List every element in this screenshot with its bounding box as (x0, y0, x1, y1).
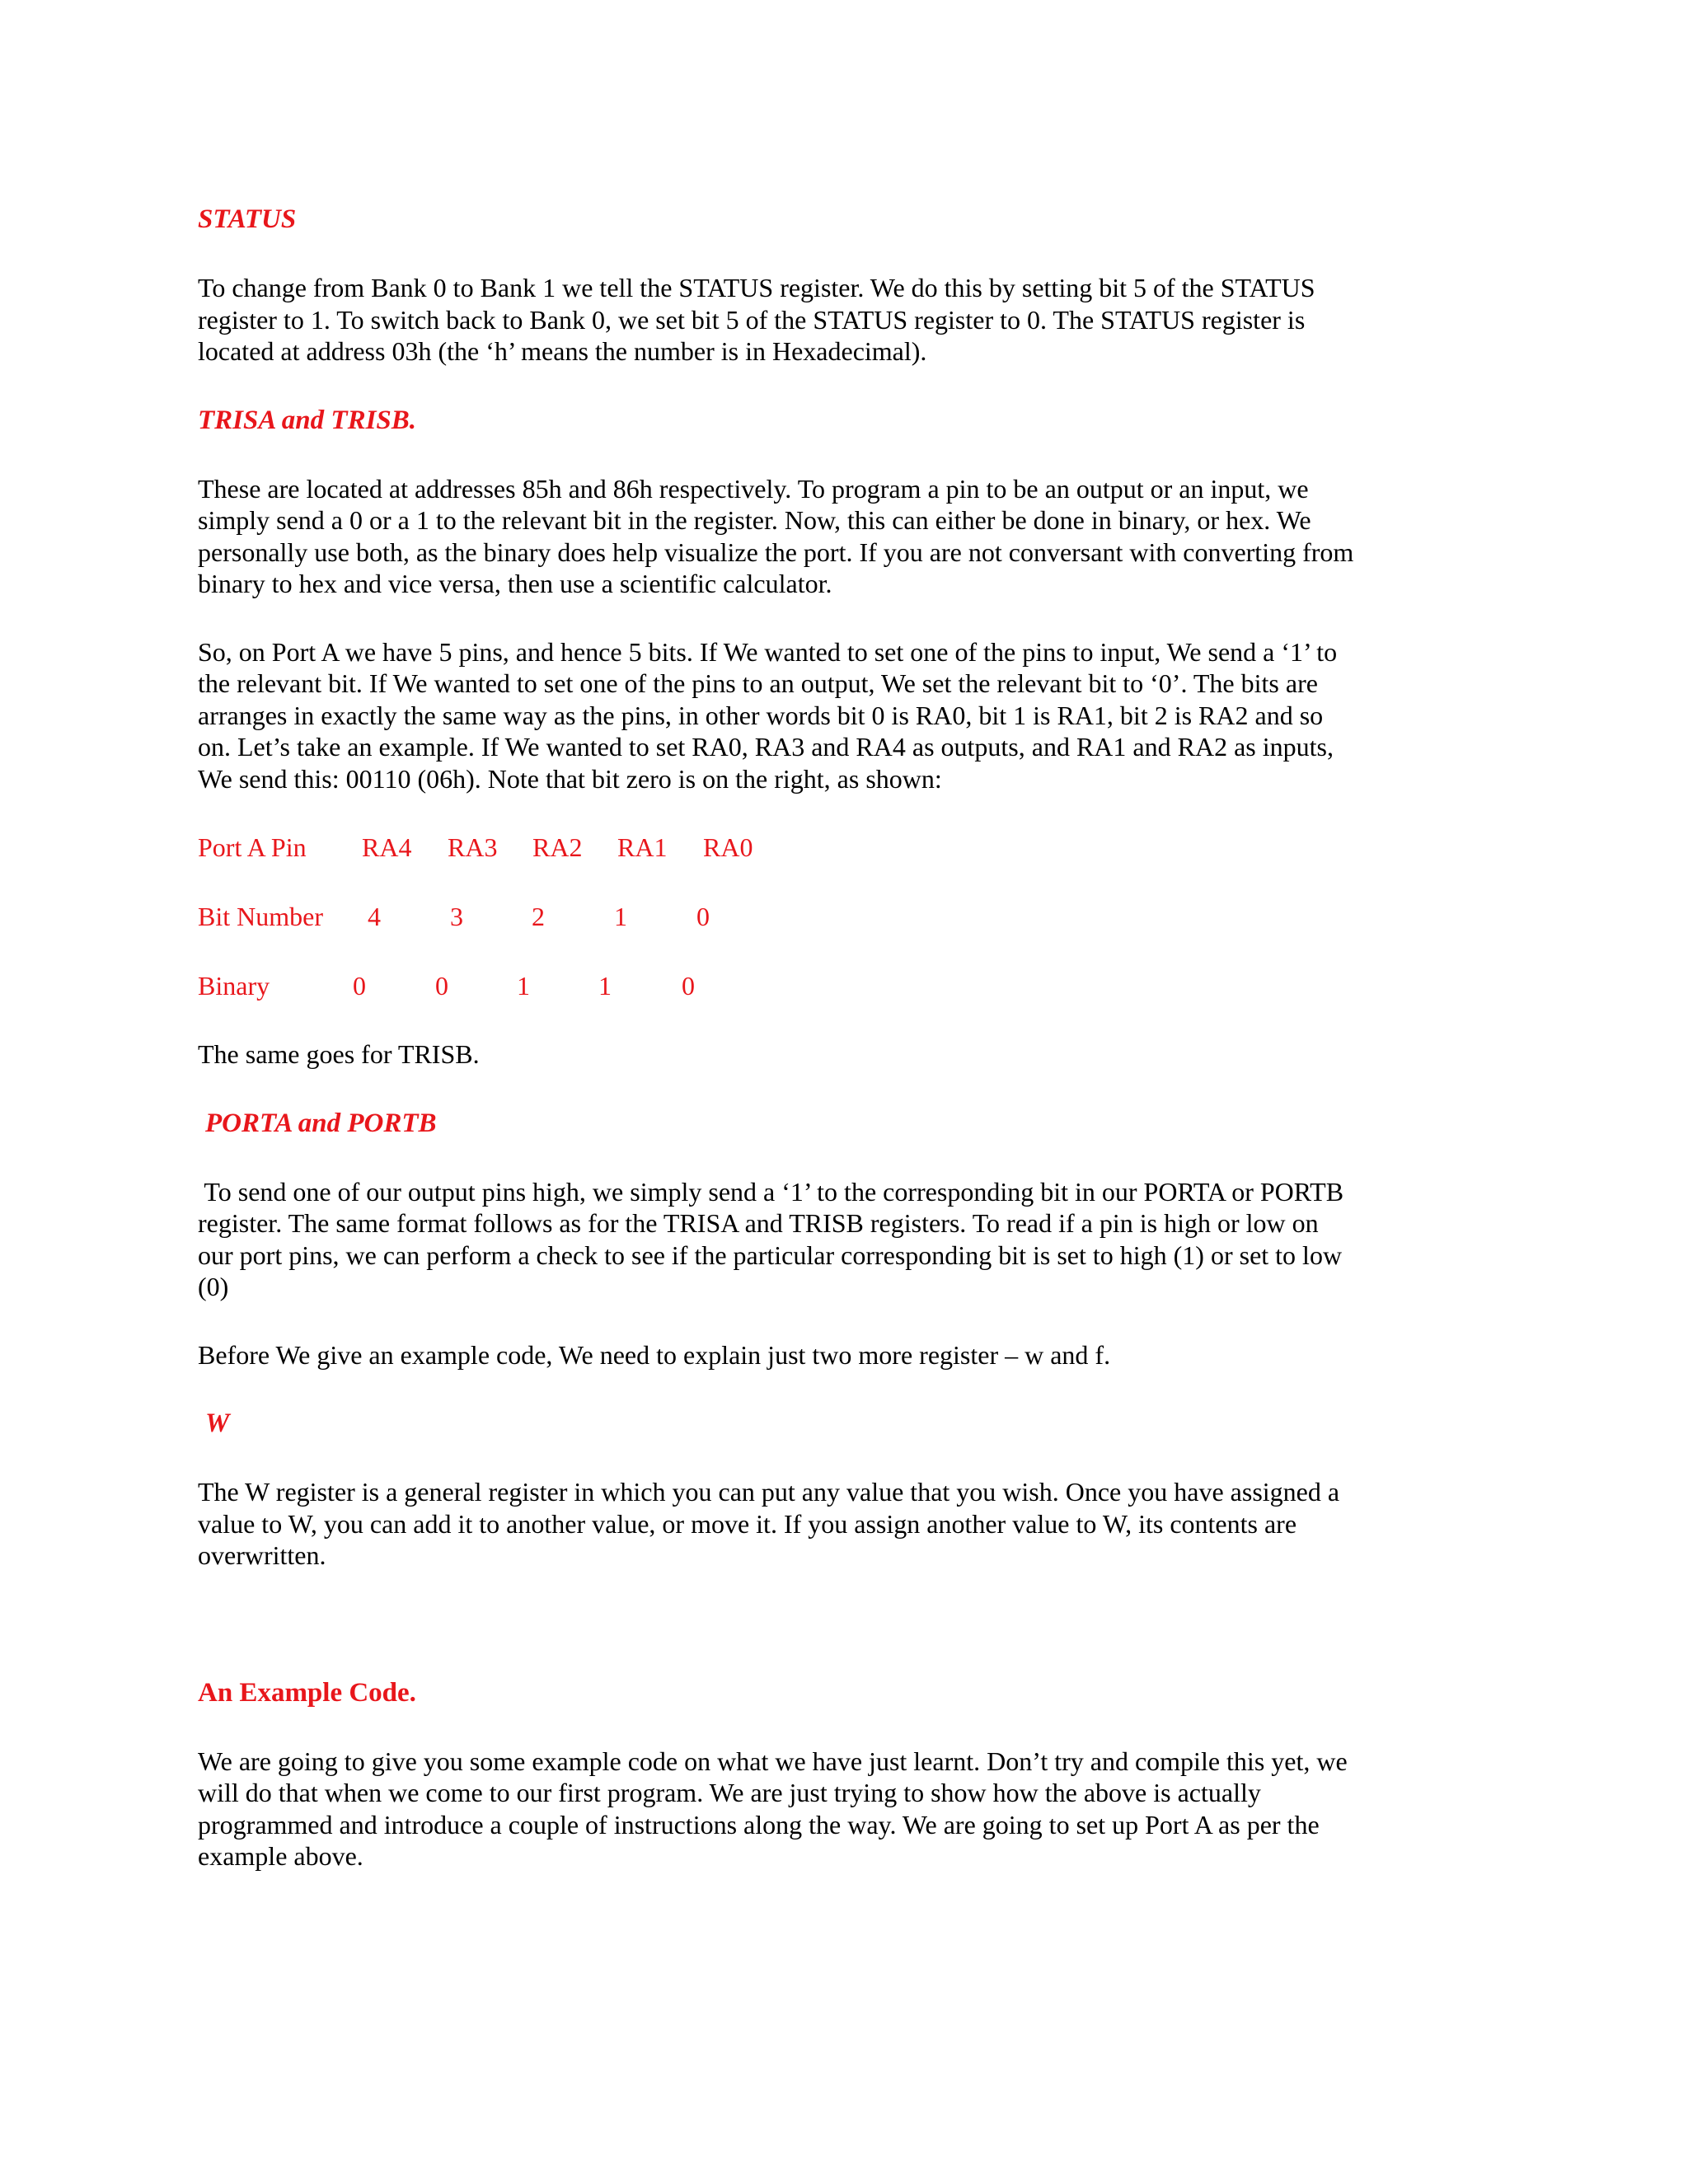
text-line: register to 1. To switch back to Bank 0, we set bit 5 of the STATUS register to 0. The STATUS register is (198, 304, 1306, 335)
heading-porta-portb: PORTA and PORTB (205, 1108, 437, 1138)
text-line: the relevant bit. If We wanted to set one of the pins to an output, We set the relevant bit to ‘0’. The bits are (198, 668, 1318, 698)
table-cell: RA0 (703, 832, 753, 862)
table-cell-label: Bit Number (198, 902, 323, 931)
text-line: our port pins, we can perform a check to see if the particular corresponding bit is set to high (1) or set to low (198, 1240, 1343, 1270)
table-cell: 2 (532, 902, 545, 931)
table-cell: 4 (368, 902, 381, 931)
table-row-binary (198, 969, 1434, 1002)
text-line: located at address 03h (the ‘h’ means the number is in Hexadecimal). (198, 336, 927, 366)
text-line: on. Let’s take an example. If We wanted to set RA0, RA3 and RA4 as outputs, and RA1 and RA2 as inputs, (198, 732, 1334, 762)
paragraph-w-register (198, 1476, 1434, 1572)
table-cell: 0 (435, 971, 448, 1001)
paragraph-before-example: Before We give an example code, We need to explain just two more register – w and f. (198, 1339, 1111, 1370)
table-cell: 1 (614, 902, 627, 931)
table-cell: 3 (450, 902, 463, 931)
paragraph-status (198, 272, 1434, 368)
text-line: register. The same format follows as for the TRISA and TRISB registers. To read if a pin is high or low on (198, 1208, 1319, 1238)
paragraph-example-code (198, 1746, 1434, 1872)
text-line: simply send a 0 or a 1 to the relevant bit in the register. Now, this can either be done in binary, or hex. We (198, 505, 1311, 535)
text-line: To change from Bank 0 to Bank 1 we tell the STATUS register. We do this by setting bit 5 of the STATUS (198, 273, 1315, 302)
table-cell: 1 (598, 971, 612, 1001)
table-cell: 0 (696, 902, 710, 931)
paragraph-trisb: The same goes for TRISB. (198, 1039, 480, 1069)
paragraph-porta-pins (198, 636, 1434, 795)
table-cell-label: Port A Pin (198, 832, 307, 862)
text-line: We send this: 00110 (06h). Note that bit zero is on the right, as shown: (198, 763, 942, 794)
document-content (198, 203, 1434, 1872)
table-row-bit-number (198, 900, 1434, 933)
text-line: personally use both, as the binary does help visualize the port. If you are not conversant with converting from (198, 537, 1354, 567)
heading-w: W (205, 1408, 230, 1438)
table-cell: 0 (682, 971, 695, 1001)
table-cell: RA3 (448, 832, 498, 862)
paragraph-porta-portb (198, 1176, 1434, 1303)
heading-example-code: An Example Code. (198, 1677, 416, 1708)
heading-trisa-trisb: TRISA and TRISB. (198, 405, 417, 435)
table-cell-label: Binary (198, 971, 270, 1001)
paragraph-trisa (198, 473, 1434, 600)
text-line: We are going to give you some example code on what we have just learnt. Don’t try and compile this yet, we (198, 1746, 1348, 1776)
text-line: To send one of our output pins high, we simply send a ‘1’ to the corresponding bit in our PORTA or PORTB (198, 1176, 1344, 1207)
text-line: (0) (198, 1272, 229, 1301)
table-cell: RA2 (532, 832, 583, 862)
text-line: So, on Port A we have 5 pins, and hence 5 bits. If We wanted to set one of the pins to input, We send a ‘1’ to (198, 636, 1338, 667)
table-cell: RA1 (617, 832, 668, 862)
text-line: example above. (198, 1841, 363, 1871)
table-row-port-a-pin (198, 831, 1434, 864)
table-cell: 1 (517, 971, 530, 1001)
text-line: arranges in exactly the same way as the pins, in other words bit 0 is RA0, bit 1 is RA1, bit 2 is RA2 and so (198, 700, 1324, 730)
text-line: will do that when we come to our first program. We are just trying to show how the above is actually (198, 1778, 1261, 1807)
table-cell: RA4 (362, 832, 412, 862)
heading-status: STATUS (198, 204, 297, 234)
text-line: These are located at addresses 85h and 86h respectively. To program a pin to be an output or an input, we (198, 473, 1309, 504)
text-line: The W register is a general register in which you can put any value that you wish. Once you have assigned a (198, 1477, 1340, 1507)
text-line: programmed and introduce a couple of instructions along the way. We are going to set up Port A as per the (198, 1809, 1320, 1840)
text-line: value to W, you can add it to another value, or move it. If you assign another value to W, its contents are (198, 1508, 1297, 1539)
text-line: binary to hex and vice versa, then use a scientific calculator. (198, 569, 832, 598)
text-line: overwritten. (198, 1540, 326, 1570)
table-cell: 0 (353, 971, 366, 1001)
